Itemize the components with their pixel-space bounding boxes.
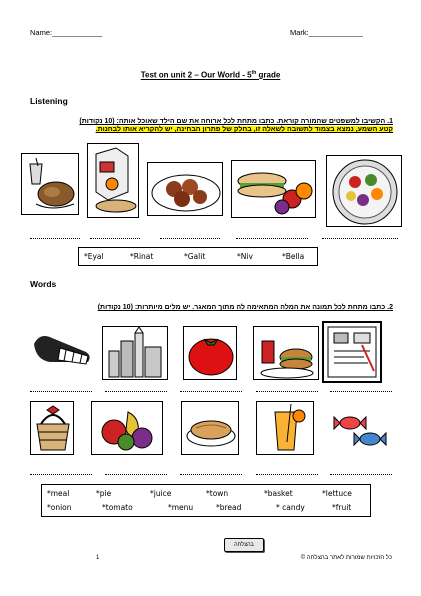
word-option: * candy: [276, 503, 305, 512]
page-title: [0, 70, 421, 80]
word-option: *fruit: [332, 503, 352, 512]
name-option: *Eyal: [84, 252, 104, 261]
listening-instruction: [13, 118, 393, 133]
answer-line[interactable]: [90, 238, 140, 239]
word-option: *onion: [47, 503, 72, 512]
name-option: *Rinat: [130, 252, 154, 261]
words-picture-town: [102, 326, 168, 380]
words-instruction: 2. כתבו מתחת לכל תמונה את המלה המתאימה לה מתוך המאגר. יש מלים מיותרות: (10 נקודות): [97, 304, 393, 311]
word-option: *juice: [150, 489, 172, 498]
answer-line[interactable]: [256, 391, 318, 392]
answer-line[interactable]: [30, 238, 80, 239]
word-option: *tomato: [102, 503, 133, 512]
chicken-drink-icon: [22, 154, 79, 215]
answer-line[interactable]: [330, 391, 392, 392]
words-picture-bread: [30, 326, 96, 372]
mark-blank[interactable]: _____________: [308, 28, 363, 37]
meal-icon: [254, 327, 319, 380]
mark-field: [290, 28, 363, 37]
site-logo: בהצלחה: [224, 538, 264, 552]
fruit-icon: [92, 402, 163, 455]
fruit-platter-icon: [327, 156, 402, 227]
answer-line[interactable]: [236, 238, 308, 239]
mark-label: Mark:: [290, 28, 309, 37]
answer-line[interactable]: [30, 474, 92, 475]
tomato-icon: [184, 327, 237, 380]
candy-icon: [330, 401, 392, 455]
title-sup: th: [251, 70, 257, 76]
listening-picture-sandwich-fruit: [231, 160, 316, 218]
listening-picture-fruit-platter: [326, 155, 402, 227]
listening-picture-drink-chicken: [21, 153, 79, 215]
name-option: *Niv: [237, 252, 253, 261]
answer-line[interactable]: [160, 238, 220, 239]
page-number: 1: [96, 555, 100, 561]
answer-line[interactable]: [322, 238, 398, 239]
words-picture-basket: [30, 401, 74, 455]
words-picture-candy: [330, 401, 392, 455]
listening-picture-meatballs: [147, 162, 223, 216]
names-bank: [78, 247, 318, 266]
name-label: Name:: [30, 28, 53, 37]
listening-instruction-line2: קטע השמע, נמצא בצמוד לתשובה לשאלה זו, בחלק של פתרון הבחינה, יש להקריא אותו לבחנות.: [95, 126, 393, 133]
pie-icon: [182, 402, 239, 455]
name-field: [30, 28, 102, 37]
word-option: *bread: [216, 503, 242, 512]
listening-instruction-line1: 1. הקשיבו למשפטים שהמורה קוראת. כתבו מתחת לכל ארוחה את שם הילד שאוכל אותה: (10 נקודות): [79, 118, 393, 125]
juice-icon: [257, 402, 314, 455]
bread-icon: [30, 326, 96, 372]
words-picture-meal: [253, 326, 319, 380]
sandwich-fruit-icon: [232, 161, 316, 218]
words-picture-menu: [322, 321, 382, 383]
words-picture-pie: [181, 401, 239, 455]
word-option: *menu: [168, 503, 194, 512]
answer-line[interactable]: [330, 474, 392, 475]
name-blank[interactable]: ____________: [52, 28, 103, 37]
answer-line[interactable]: [180, 474, 242, 475]
answer-line[interactable]: [180, 391, 242, 392]
answer-line[interactable]: [105, 474, 167, 475]
words-heading: Words: [30, 279, 57, 289]
answer-line[interactable]: [30, 391, 92, 392]
words-picture-fruit: [91, 401, 163, 455]
name-option: *Galit: [184, 252, 206, 261]
word-option: *basket: [264, 489, 293, 498]
title-main: Test on unit 2 – Our World - 5: [140, 70, 252, 80]
basket-icon: [31, 402, 74, 455]
answer-line[interactable]: [256, 474, 318, 475]
words-picture-juice: [256, 401, 314, 455]
word-option: *lettuce: [322, 489, 352, 498]
juice-box-icon: [88, 144, 139, 218]
word-option: *town: [206, 489, 229, 498]
word-option: *pie: [96, 489, 112, 498]
title-tail: grade: [256, 70, 281, 80]
town-icon: [103, 327, 168, 380]
listening-heading: Listening: [30, 96, 68, 106]
word-option: *meal: [47, 489, 70, 498]
menu-icon: [324, 323, 380, 381]
copyright: כל הזכויות שמורות לאתר בהצלחה ©: [300, 555, 392, 561]
answer-line[interactable]: [105, 391, 167, 392]
name-option: *Bella: [282, 252, 305, 261]
words-picture-tomato: [183, 326, 237, 380]
listening-picture-juice-sandwich: [87, 143, 139, 218]
word-bank: [41, 484, 371, 517]
meatballs-icon: [148, 163, 223, 216]
